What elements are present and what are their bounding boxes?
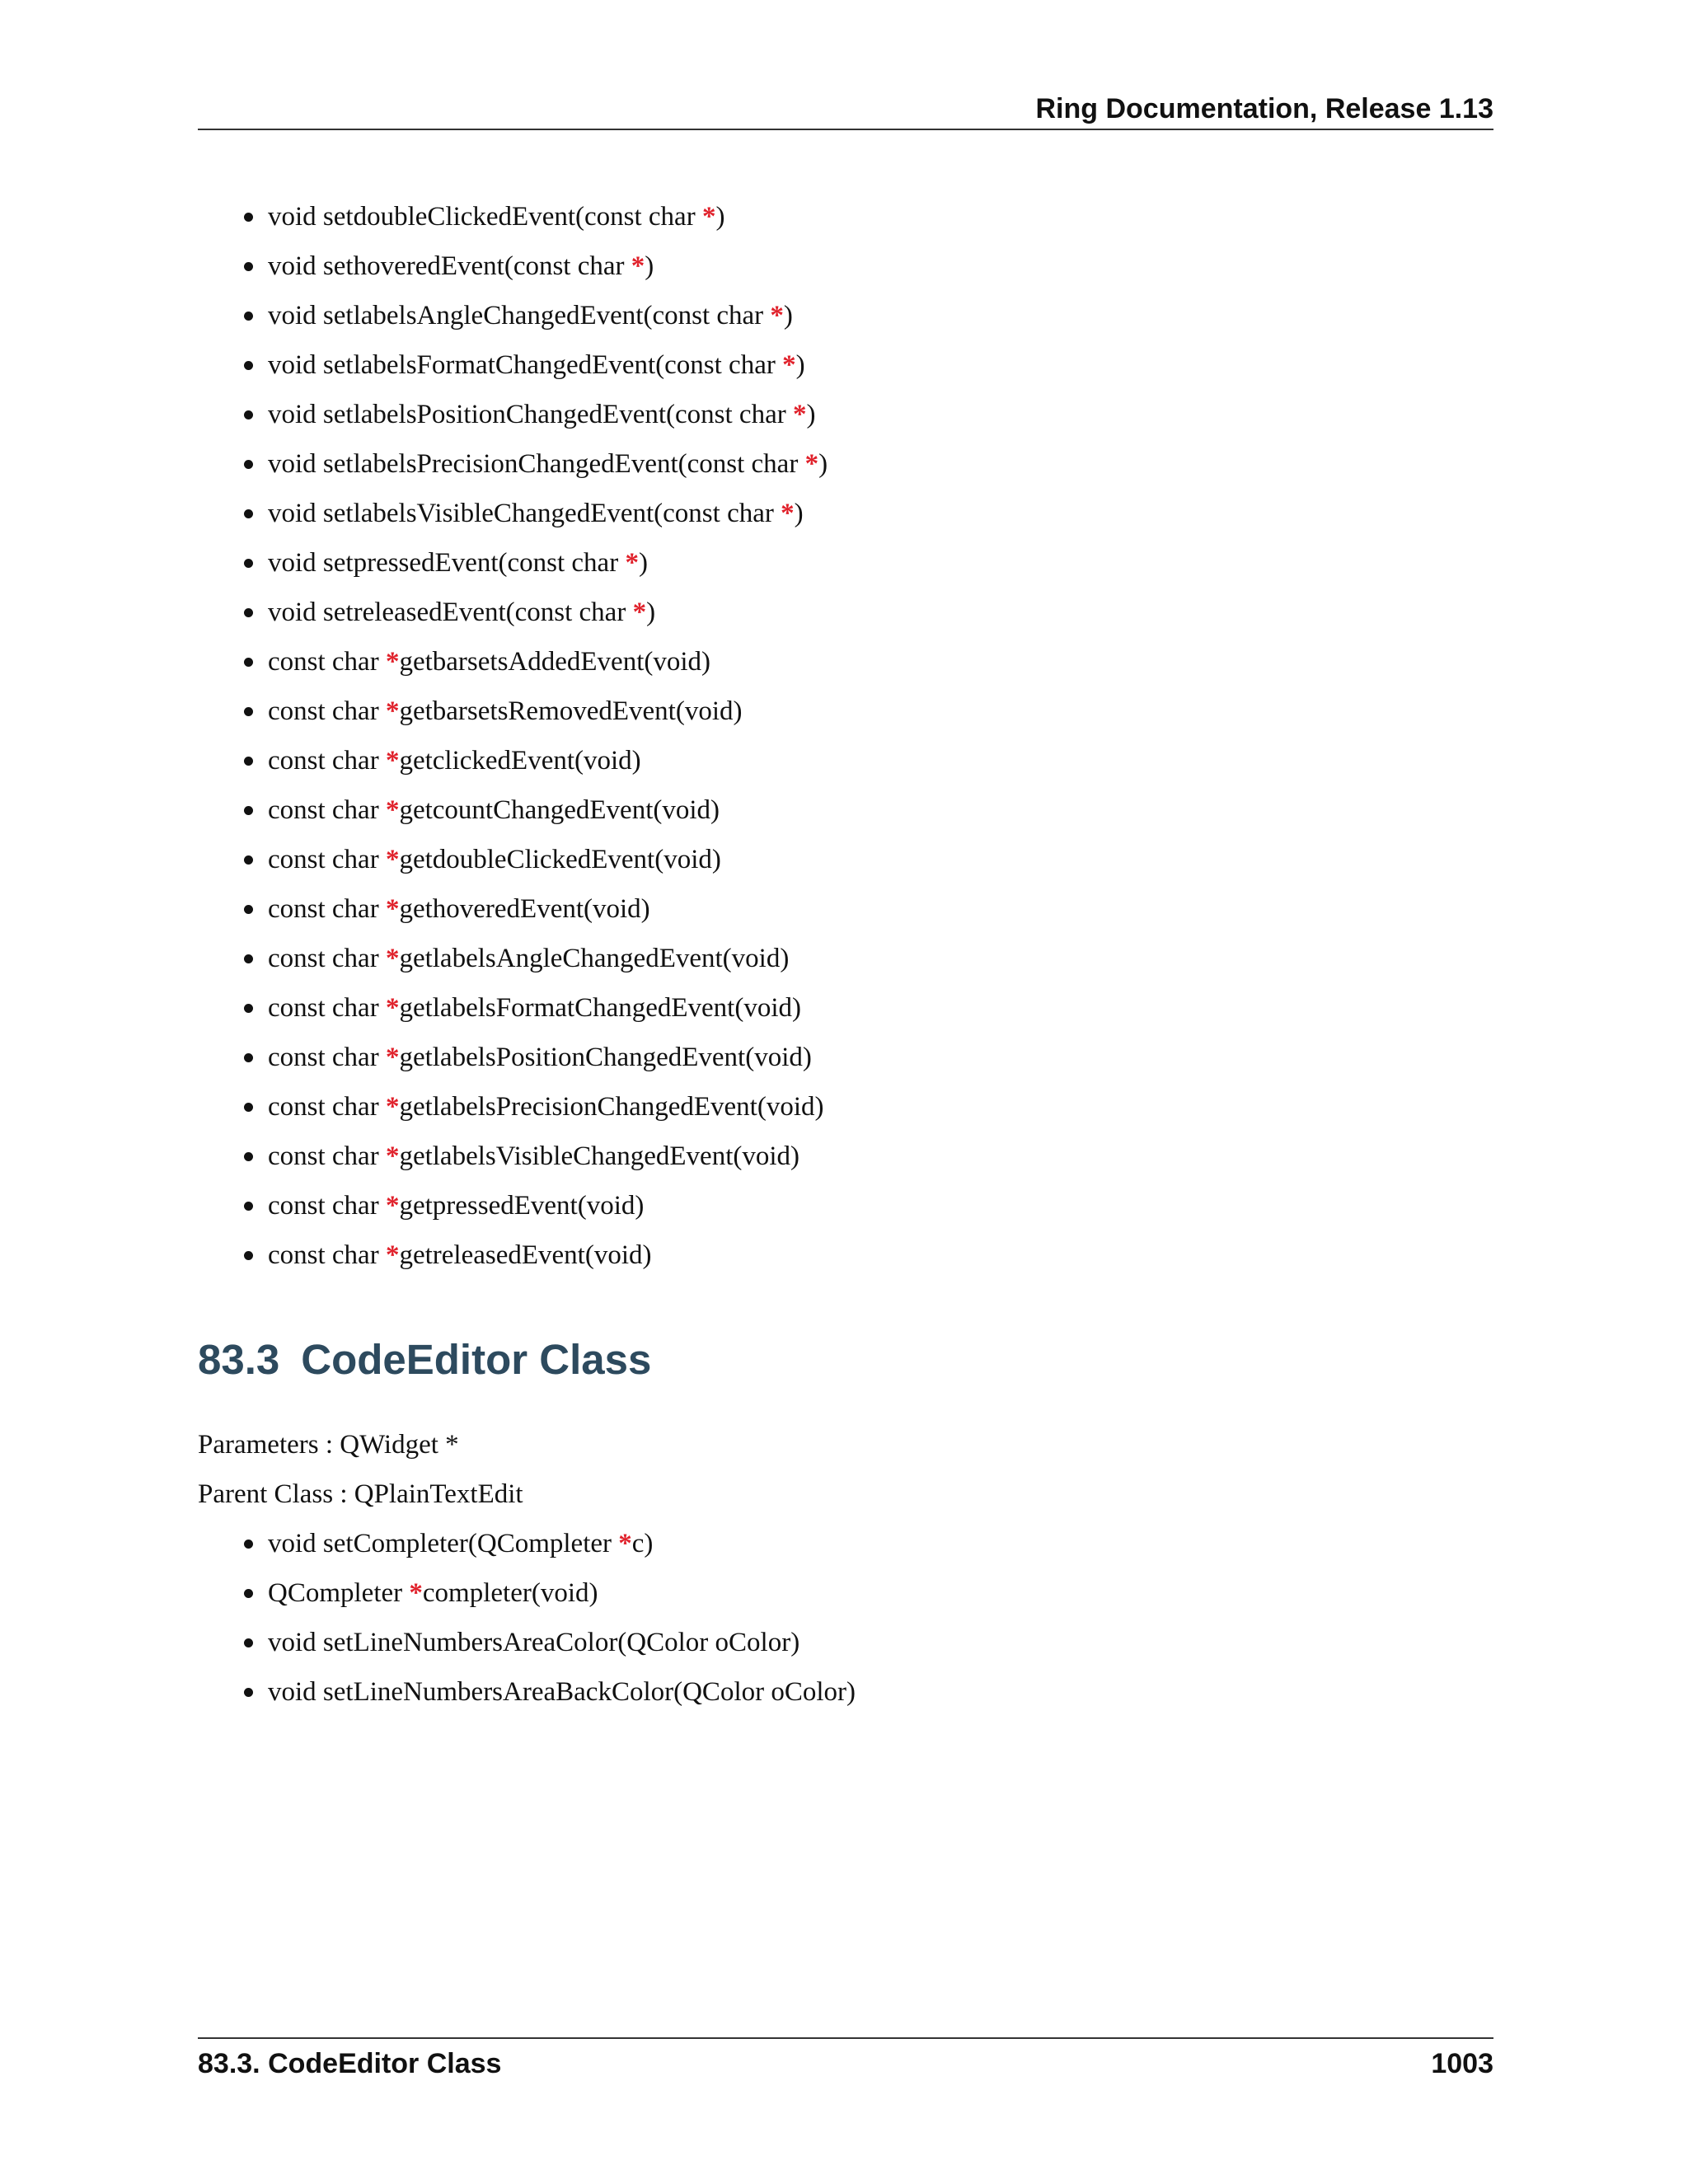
asterisk-marker: * — [385, 845, 400, 874]
asterisk-marker: * — [409, 1578, 423, 1608]
bullet-icon — [244, 410, 253, 419]
list-item — [0, 736, 1484, 785]
asterisk-marker: * — [781, 499, 795, 528]
bullet-icon — [244, 559, 253, 568]
bullet-icon — [244, 757, 253, 766]
bullet-icon — [244, 1202, 253, 1211]
page-header — [198, 91, 1493, 130]
method-signature: void setlabelsFormatChangedEvent(const char *) — [268, 350, 805, 380]
list-item — [0, 340, 1484, 390]
section-title: CodeEditor Class — [301, 1336, 652, 1383]
asterisk-marker: * — [625, 548, 639, 578]
asterisk-marker: * — [632, 598, 647, 627]
method-signature: const char *getcountChangedEvent(void) — [268, 795, 720, 825]
bullet-icon — [244, 707, 253, 716]
parameters-line: Parameters : QWidget * — [198, 1430, 459, 1460]
list-item — [0, 588, 1484, 637]
asterisk-marker: * — [385, 1191, 400, 1221]
method-signature: void setlabelsPrecisionChangedEvent(const char *) — [268, 449, 828, 479]
list-item — [0, 637, 1484, 687]
list-item — [0, 1033, 1484, 1082]
list-item — [0, 1230, 1484, 1280]
asterisk-marker: * — [385, 746, 400, 776]
list-item — [0, 1618, 1484, 1667]
asterisk-marker: * — [385, 696, 400, 726]
asterisk-marker: * — [385, 1240, 400, 1270]
list-item — [0, 1519, 1484, 1568]
method-signature: const char *getlabelsVisibleChangedEvent(void) — [268, 1141, 800, 1171]
list-item — [0, 1082, 1484, 1132]
list-item — [0, 241, 1484, 291]
section-number: 83.3 — [198, 1336, 280, 1383]
method-signature: void sethoveredEvent(const char *) — [268, 251, 654, 281]
method-signature: void setreleasedEvent(const char *) — [268, 598, 656, 627]
method-signature: const char *getclickedEvent(void) — [268, 746, 641, 776]
list-item — [0, 687, 1484, 736]
list-item — [0, 538, 1484, 588]
method-signature: void setlabelsVisibleChangedEvent(const char *) — [268, 499, 804, 528]
method-signature: const char *getreleasedEvent(void) — [268, 1240, 652, 1270]
parent-class-line: Parent Class : QPlainTextEdit — [198, 1479, 523, 1509]
method-signature: const char *getlabelsPrecisionChangedEvent(void) — [268, 1092, 824, 1122]
header-title: Ring Documentation, Release 1.13 — [1035, 93, 1493, 124]
list-item — [0, 489, 1484, 538]
list-item — [0, 439, 1484, 489]
bullet-icon — [244, 608, 253, 617]
list-item — [0, 983, 1484, 1033]
method-signature: const char *gethoveredEvent(void) — [268, 894, 650, 924]
bullet-icon — [244, 806, 253, 815]
asterisk-marker: * — [618, 1529, 632, 1558]
bullet-icon — [244, 213, 253, 222]
method-signature: const char *getbarsetsRemovedEvent(void) — [268, 696, 743, 726]
method-signature: QCompleter *completer(void) — [268, 1578, 598, 1608]
list-item — [0, 884, 1484, 934]
list-item — [0, 934, 1484, 983]
bullet-icon — [244, 509, 253, 518]
asterisk-marker: * — [385, 647, 400, 677]
asterisk-marker: * — [385, 894, 400, 924]
list-item — [0, 785, 1484, 835]
list-item — [0, 390, 1484, 439]
asterisk-marker: * — [804, 449, 819, 479]
bullet-icon — [244, 312, 253, 321]
method-signature: const char *getbarsetsAddedEvent(void) — [268, 647, 711, 677]
asterisk-marker: * — [385, 1092, 400, 1122]
asterisk-marker: * — [701, 202, 716, 232]
list-item — [0, 1181, 1484, 1230]
bullet-icon — [244, 1251, 253, 1260]
list-item — [0, 192, 1484, 241]
bullet-icon — [244, 1589, 253, 1598]
bullet-icon — [244, 1152, 253, 1161]
bullet-icon — [244, 1688, 253, 1697]
method-signature: const char *getdoubleClickedEvent(void) — [268, 845, 721, 874]
footer-section-title: 83.3. CodeEditor Class — [198, 2048, 502, 2079]
list-item — [0, 291, 1484, 340]
method-signature: const char *getlabelsFormatChangedEvent(void) — [268, 993, 801, 1023]
bullet-icon — [244, 1004, 253, 1013]
method-signature: const char *getlabelsPositionChangedEvent(void) — [268, 1043, 812, 1072]
bullet-icon — [244, 658, 253, 667]
asterisk-marker: * — [770, 301, 784, 330]
list-item — [0, 1132, 1484, 1181]
asterisk-marker: * — [385, 1141, 400, 1171]
asterisk-marker: * — [385, 993, 400, 1023]
list-item — [0, 1667, 1484, 1717]
method-signature: void setLineNumbersAreaBackColor(QColor oColor) — [268, 1677, 856, 1707]
method-signature: void setLineNumbersAreaColor(QColor oColor) — [268, 1628, 800, 1657]
asterisk-marker: * — [385, 944, 400, 973]
bullet-icon — [244, 262, 253, 271]
bullet-icon — [244, 855, 253, 865]
list-item — [0, 1568, 1484, 1618]
section-heading — [198, 1327, 651, 1393]
list-item — [0, 835, 1484, 884]
asterisk-marker: * — [782, 350, 796, 380]
method-signature: void setdoubleClickedEvent(const char *) — [268, 202, 725, 232]
bullet-icon — [244, 361, 253, 370]
bullet-icon — [244, 905, 253, 914]
bullet-icon — [244, 1540, 253, 1549]
bullet-icon — [244, 1638, 253, 1647]
page-footer — [198, 2037, 1493, 2087]
page-number: 1003 — [1431, 2048, 1493, 2079]
method-signature: void setpressedEvent(const char *) — [268, 548, 648, 578]
asterisk-marker: * — [385, 1043, 400, 1072]
method-signature: void setlabelsPositionChangedEvent(const char *) — [268, 400, 816, 429]
bullet-icon — [244, 1103, 253, 1112]
method-signature: const char *getpressedEvent(void) — [268, 1191, 645, 1221]
asterisk-marker: * — [792, 400, 807, 429]
bullet-icon — [244, 460, 253, 469]
asterisk-marker: * — [631, 251, 645, 281]
method-signature: void setCompleter(QCompleter *c) — [268, 1529, 654, 1558]
method-signature: void setlabelsAngleChangedEvent(const char *) — [268, 301, 793, 330]
asterisk-marker: * — [385, 795, 400, 825]
bullet-icon — [244, 1053, 253, 1062]
bullet-icon — [244, 954, 253, 963]
method-signature: const char *getlabelsAngleChangedEvent(void) — [268, 944, 790, 973]
